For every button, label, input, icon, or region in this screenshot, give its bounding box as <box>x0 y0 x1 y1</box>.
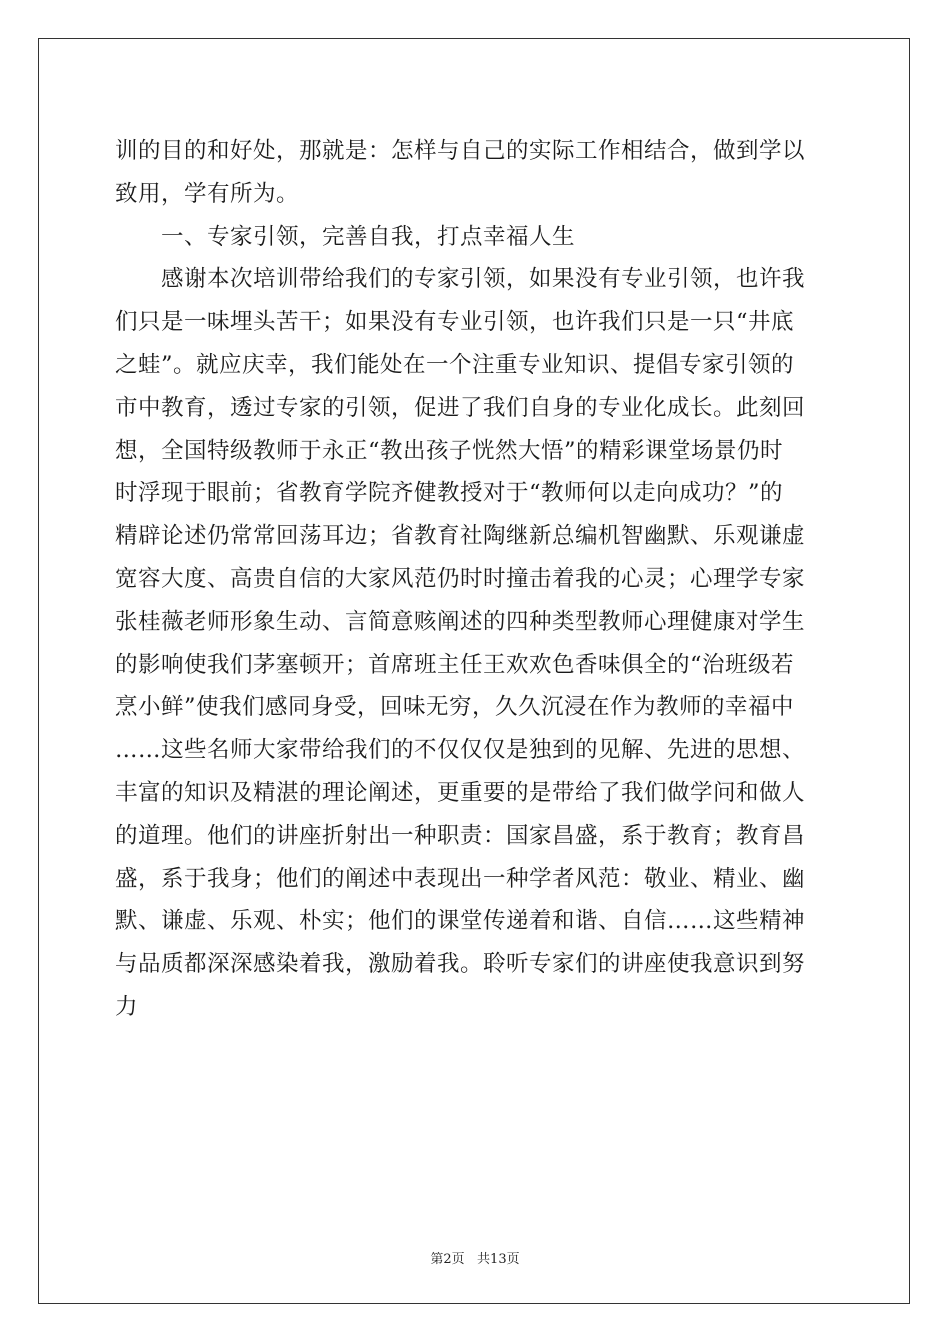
text-line: 烹小鲜”使我们感同身受，回味无穷，久久沉浸在作为教师的幸福中 <box>115 694 795 721</box>
text-line: 想，全国特级教师于永正“教出孩子恍然大悟”的精彩课堂场景仍时 <box>115 437 784 464</box>
text-line: 时浮现于眼前；省教育学院齐健教授对于“教师何以走向成功？”的 <box>115 480 784 507</box>
text-line: 训的目的和好处，那就是：怎样与自己的实际工作相结合，做到学以 <box>115 138 806 164</box>
text-line: ……这些名师大家带给我们的不仅仅仅是独到的见解、先进的思想、 <box>115 737 806 764</box>
text-line: 丰富的知识及精湛的理论阐述，更重要的是带给了我们做学问和做人 <box>115 779 806 806</box>
page-number-footer: 第2页 共13页 <box>430 1252 520 1267</box>
text-line: 之蛙”。就应庆幸，我们能处在一个注重专业知识、提倡专家引领的 <box>115 351 795 378</box>
text-line: 张桂薇老师形象生动、言简意赅阐述的四种类型教师心理健康对学生 <box>115 608 806 635</box>
text-line: 与品质都深深感染着我，激励着我。聆听专家们的讲座使我意识到努 <box>115 951 806 978</box>
text-line: 的道理。他们的讲座折射出一种职责：国家昌盛，系于教育；教育昌 <box>115 822 806 849</box>
text-line: 市中教育，透过专家的引领，促进了我们自身的专业化成长。此刻回 <box>115 394 806 421</box>
text-line: 精辟论述仍常常回荡耳边；省教育社陶继新总编机智幽默、乐观谦虚 <box>115 523 806 550</box>
text-line: 感谢本次培训带给我们的专家引领，如果没有专业引领，也许我 <box>161 266 806 293</box>
text-line: 力 <box>115 993 139 1020</box>
text-line: 的影响使我们茅塞顿开；首席班主任王欢欢色香味俱全的“治班级若 <box>115 651 795 678</box>
text-line: 默、谦虚、乐观、朴实；他们的课堂传递着和谐、自信……这些精神 <box>115 908 806 935</box>
text-line: 们只是一味埋头苦干；如果没有专业引领，也许我们只是一只“井底 <box>115 309 795 336</box>
text-line: 致用，学有所为。 <box>115 180 300 207</box>
text-line: 盛，系于我身；他们的阐述中表现出一种学者风范：敬业、精业、幽 <box>115 865 806 892</box>
document-body <box>115 130 833 1029</box>
section-heading: 一、专家引领，完善自我，打点幸福人生 <box>161 223 576 250</box>
text-line: 宽容大度、高贵自信的大家风范仍时时撞击着我的心灵；心理学专家 <box>115 565 806 592</box>
